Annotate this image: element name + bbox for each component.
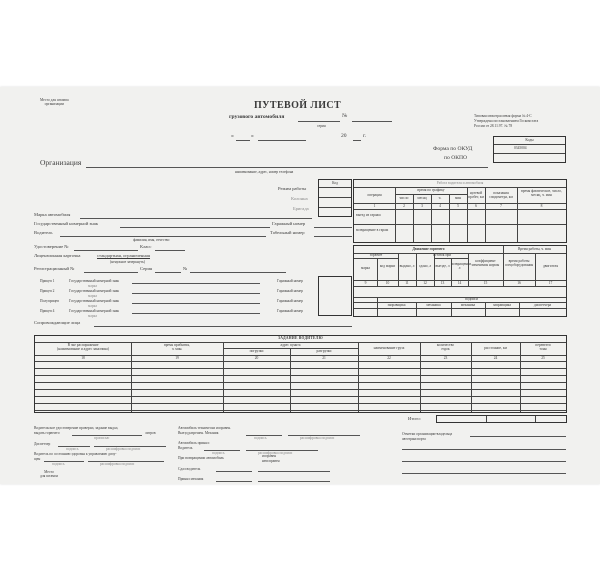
footer-health-1: Водитель по состоянию здоровья к управлению допу- [34, 452, 117, 456]
table-row [35, 389, 566, 390]
col-number: 13 [440, 280, 445, 285]
escort-label: Сопровождающие лица [34, 320, 81, 325]
tab-number-label: Табельный номер [270, 230, 305, 235]
footer-fuel-text: выдать горючего [34, 431, 60, 435]
col-number: 17 [548, 280, 553, 285]
col-hour: ч. [438, 196, 442, 200]
col-fuel: горючее [369, 253, 383, 257]
col-number: 11 [405, 280, 409, 285]
vehicle-brand-line[interactable] [80, 218, 312, 219]
col-number: 23 [443, 355, 448, 360]
task-col-unloading: разгрузки [316, 349, 332, 353]
trailer-garage-label: Гаражный номер [277, 279, 303, 283]
task-total-label: Итого: [408, 416, 421, 421]
tab-number-line[interactable] [314, 236, 352, 237]
col-operation: операция [367, 193, 382, 197]
mechanic-sign-caption: подпись [254, 436, 267, 440]
owner-marks-line-4[interactable] [402, 473, 566, 474]
okud-label: Форма по ОКУД [433, 146, 473, 152]
col-fuel-coef: коэффициент изменения нормы [471, 259, 500, 267]
trailer-label: Прицеп 1 [40, 279, 55, 283]
trailer-gov-line[interactable] [132, 283, 260, 284]
task-col-trips: количество ездок [436, 343, 455, 351]
year-line [353, 140, 361, 141]
col-number: 5 [457, 203, 459, 208]
handed-decode-line[interactable] [258, 471, 330, 472]
footer-on-return: При возвращении автомобиль [178, 456, 224, 460]
footer-ok: исправен [262, 454, 277, 458]
driver-caption: фамилия, имя, отчество [133, 238, 170, 242]
footer-in-words: прописью [94, 436, 110, 440]
trailer-gov-label: Государственный номерной знак [69, 279, 120, 283]
task-col-cargo: наименование груза [373, 346, 405, 350]
gov-number-label: Государственный номерной знак [34, 221, 98, 226]
footer-not-ok: неисправен [262, 459, 280, 463]
page-subtitle: грузового автомобиля [229, 114, 285, 120]
mechanic-decode-caption: расшифровка подписи [300, 436, 335, 440]
col-number: 3 [421, 203, 423, 208]
fuel-signatures-label: подписи [465, 297, 478, 301]
license-card-options[interactable]: стандартная, ограниченная [97, 253, 150, 258]
codes-header: Коды [525, 137, 534, 142]
col-month: месяц [417, 196, 427, 200]
vehicle-brand-label: Марка автомобиля [34, 212, 71, 217]
col-number: 2 [403, 203, 405, 208]
col-number: 16 [517, 280, 521, 285]
col-odometer: показания спидометра, км [489, 191, 513, 199]
col-number: 9 [364, 280, 367, 285]
number-line [352, 121, 392, 122]
col-minute: мин [454, 196, 462, 200]
owner-marks-line-3[interactable] [402, 461, 566, 462]
trailer-label: Прицеп 4 [40, 309, 55, 313]
col-number: 25 [541, 355, 545, 360]
sign-dispatcher: диспетчера [533, 302, 552, 307]
col-schedule-time: время по графику [417, 188, 445, 192]
row-leave-garage: выезд из гаража [356, 213, 381, 217]
col-number: 24 [493, 355, 498, 360]
trailer-brand-caption: марка [88, 314, 97, 318]
garage-number-line[interactable] [314, 227, 352, 228]
col-zero-run: нулевой пробег, км [468, 191, 484, 199]
trailer-brand-caption: марка [88, 284, 97, 288]
table-row [35, 375, 566, 376]
accepted-decode-line[interactable] [258, 481, 330, 482]
footer-accepted-mechanic: Принял механик [178, 477, 204, 481]
footer-driver: Водитель [178, 446, 193, 450]
footer-vehicle-accepted: Автомобиль принял: [178, 441, 210, 445]
trailer-gov-line[interactable] [132, 303, 260, 304]
driver-line[interactable] [60, 236, 266, 237]
fuel-movement-table [353, 245, 567, 317]
fuel-table-title: Движение горючего [412, 246, 445, 251]
series-caption: серия [317, 124, 326, 128]
reg-no-label: № [183, 266, 188, 271]
work-mode-label: Режим работы [278, 186, 307, 191]
footer-handed-driver: Сдал водитель [178, 467, 201, 471]
footer-exit-allowed: Выезд разрешен. Механик [178, 431, 219, 435]
row-return-garage: возвращение в гараж [356, 228, 389, 232]
series-label: Серия [140, 266, 153, 271]
sign-fueler-1: заправщика [387, 302, 406, 307]
col-engine: двигателя [542, 264, 559, 268]
col-number: 6 [475, 203, 477, 208]
form-note-3: России от 28.11.97. № 78 [474, 124, 513, 128]
task-col-loading: погрузки [249, 349, 264, 353]
footer-owner-marks-2: автотранспорта [402, 437, 426, 441]
driver-accept-decode-caption: расшифровка подписи [258, 451, 293, 455]
work-mode-code-header: Код [332, 180, 338, 185]
number-sign: № [342, 113, 348, 119]
task-title: ЗАДАНИЕ ВОДИТЕЛЮ [278, 336, 323, 340]
trailer-gov-label: Государственный номерной знак [69, 299, 120, 303]
form-note-1: Типовая межотраслевая форма № 4-С [474, 114, 532, 118]
fuel-work-time-header: Время работы, ч. мин [517, 246, 552, 251]
col-number: 1 [373, 203, 376, 208]
table-row [35, 403, 566, 404]
col-fuel-out: выезде, л [435, 264, 450, 268]
codes-box [493, 136, 566, 163]
task-col-tons: перевезти тонн [535, 343, 551, 351]
col-number: 15 [483, 280, 488, 285]
class-label: Класс [140, 244, 152, 249]
form-note-2: Утверждена постановлением Госкомстата [474, 119, 539, 123]
garage-number-label: Гаражный номер [272, 221, 306, 226]
footer-owner-marks-1: Отметки организации-владельца [402, 432, 453, 436]
reg-no-line[interactable] [190, 272, 286, 273]
col-number: 7 [500, 203, 502, 208]
task-col-address: адрес пункта [280, 342, 301, 347]
gov-number-line[interactable] [120, 227, 270, 228]
sign-mechanic-2: механика [460, 302, 476, 307]
year-prefix: 20 [341, 133, 347, 139]
footer-issued-text: Водительское удостоверение проверил, задание выдал, [34, 426, 119, 430]
trailer-gov-label: Государственный номерной знак [69, 309, 120, 313]
day-line [236, 140, 250, 141]
page-title: ПУТЕВОЙ ЛИСТ [254, 100, 342, 111]
trailer-gov-line[interactable] [132, 293, 260, 294]
stamp-place-note: Место для штампа организации [40, 98, 69, 106]
license-card-caption: (ненужное зачеркнуть) [110, 260, 146, 264]
trailer-gov-label: Государственный номерной знак [69, 289, 120, 293]
task-col-distance: расстояние, км [484, 346, 507, 350]
reg-number-label: Регистрационный № [34, 266, 75, 271]
brigade-label: Бригада [293, 206, 309, 211]
col-fuel-return: возвращении, л [451, 262, 473, 270]
owner-marks-line-2[interactable] [402, 449, 566, 450]
trailer-garage-label: Гаражный номер [277, 299, 303, 303]
col-fuel-code: код марки [379, 264, 396, 268]
waybill-form-sheet: Место для штампа организации ПУТЕВОЙ ЛИСТ грузового автомобиля серия № « » 20 г. Типовая межотраслевая форма № 4-С Утверждена постановлением Госкомстата России от 28.11.97. № 78 Коды 0345004 Форма по ОКУД по ОКПО Организация наименование, адрес, номер телефона Режим работы Колонна Бригада Код Работа водителя и автомобиля операция время по графику число месяц ч. мин нулевой пробег, км показания спидометра, км время фактическое, число, месяц, ч. мин 1 2 3 4 5 6 7 8 выезд из гаража возвращение в гараж Марка автомобиля Государственный номерной знак Гаражный номер Водитель Табельный номер фамилия, имя, отчество Удостоверение № Класс Лицензионная карточка стандартная, ограниченная (ненужное зачеркнуть) Регистрационный № Серия № Прицеп 1 Государственный номерной знак марка Гаражный номер Прицеп 2 Государственный номерной знак марка Гаражный номер Полуприцеп Государственный номерной знак марка Гаражный номер Прицеп 4 Государственный номерной знак марка Гаражный номер Сопровождающие лица Движение горючего Время работы, ч. мин горючее марка код марки выдано, л остаток при выезде, л возвращении, л сдано, л коэффициент изменения нормы время работы спецоборудования двигателя 9 10 11 12 13 14 15 16 17 подписи заправщика механика механика заправщика диспетчера ЗАДАНИЕ ВОДИТЕЛЮ В чье распоряжение (наименование и адрес заказчика) время прибытия, ч. мин. адрес пункта погрузки разгрузки наименование груза количество ездок расстояние, км перевезти тонн 18 19 20 21 22 23 24 25 Итого: Водительское удостоверение проверил, задание выдал, выдать горючего литров прописью Диспетчер подпись расшифровка подписи Водитель по состоянию здоровья к управлению допу- щен подпись расшифровка подписи Место для штампа Автомобиль технически исправен. Выезд разрешен. Механик подпись расшифровка подписи Автомобиль принял: Водитель подпись расшифровка подписи При возвращении автомобиль исправен неисправен Сдал водитель Принял механик Отметки организации-владельца автотранспорта [0, 87, 600, 484]
col-fuel-remain: остаток при [432, 253, 452, 257]
footer-dispatcher: Диспетчер [34, 442, 51, 446]
dispatcher-decode-caption: расшифровка подписи [106, 447, 141, 451]
col-number: 21 [322, 355, 326, 360]
footer-health-2: щен [34, 457, 41, 461]
trailer-brand-caption: марка [88, 294, 97, 298]
org-line[interactable] [86, 167, 488, 168]
table-row [35, 396, 566, 397]
footer-tech-ok: Автомобиль технически исправен. [178, 426, 231, 430]
license-label: Удостоверение № [34, 244, 69, 249]
trailer-garage-label: Гаражный номер [277, 289, 303, 293]
col-number: 14 [457, 280, 462, 285]
col-number: 19 [175, 355, 179, 360]
driver-work-table [353, 179, 567, 243]
driver-label: Водитель [34, 230, 53, 235]
footer-stamp-place: Место для штампа [40, 470, 58, 478]
task-total-box [436, 415, 567, 423]
trailer-label: Полуприцеп [40, 299, 60, 303]
task-col-customer: В чье распоряжение (наименование и адрес заказчика) [57, 343, 109, 351]
task-col-arrival: время прибытия, ч. мин. [164, 343, 190, 351]
col-number: 22 [387, 355, 391, 360]
trailer-label: Прицеп 2 [40, 289, 55, 293]
col-number: 18 [81, 355, 85, 360]
col-number: 20 [254, 355, 259, 360]
col-number: 8 [540, 203, 543, 208]
reg-number-line[interactable] [84, 272, 138, 273]
class-line[interactable] [155, 250, 185, 251]
series-line [298, 121, 340, 122]
trailer-brand-caption: марка [88, 304, 97, 308]
col-fuel-handed: сдано, л [418, 264, 432, 268]
col-number: 12 [423, 280, 427, 285]
col-number: 4 [439, 203, 441, 208]
escort-line[interactable] [94, 326, 352, 327]
col-number: 10 [385, 280, 390, 285]
dispatcher-sign-caption: подпись [66, 447, 79, 451]
accepted-sign-line[interactable] [216, 481, 252, 482]
col-fuel-brand: марка [361, 266, 370, 270]
driver-accept-sign-caption: подпись [212, 451, 225, 455]
trailer-garage-box [318, 276, 352, 316]
trailer-garage-label: Гаражный номер [277, 309, 303, 313]
footer-liters: литров [145, 431, 156, 435]
col-day: число [399, 196, 409, 200]
sign-mechanic-1: механика [426, 302, 441, 307]
trailer-gov-line[interactable] [132, 313, 260, 314]
handed-sign-line[interactable] [216, 471, 252, 472]
table-row [35, 382, 566, 383]
month-line [258, 140, 306, 141]
table-row [35, 410, 566, 411]
col-special-equipment: время работы спецоборудования [504, 259, 534, 267]
health-sign-caption: подпись [52, 462, 65, 466]
org-caption: наименование, адрес, номер телефона [235, 170, 294, 174]
org-label: Организация [40, 158, 82, 167]
work-mode-codes [318, 179, 352, 217]
driver-work-title: Работа водителя и автомобиля [436, 180, 484, 185]
col-fuel-issued: выдано, л [399, 264, 415, 268]
reg-series-line[interactable] [155, 272, 181, 273]
table-row [35, 368, 566, 369]
health-decode-caption: расшифровка подписи [100, 462, 135, 466]
sign-fueler-2: заправщика [493, 302, 511, 307]
owner-marks-line-1[interactable] [470, 436, 566, 437]
column-label: Колонна [291, 196, 308, 201]
year-letter: г. [363, 133, 367, 139]
driver-task-table [34, 335, 567, 413]
col-actual-time: время фактическое, число, месяц, ч. мин [521, 189, 562, 197]
license-card-label: Лицензионная карточка [34, 253, 81, 258]
okpo-label: по ОКПО [444, 155, 468, 161]
license-line[interactable] [74, 250, 138, 251]
okud-value: 0345004 [514, 145, 527, 150]
